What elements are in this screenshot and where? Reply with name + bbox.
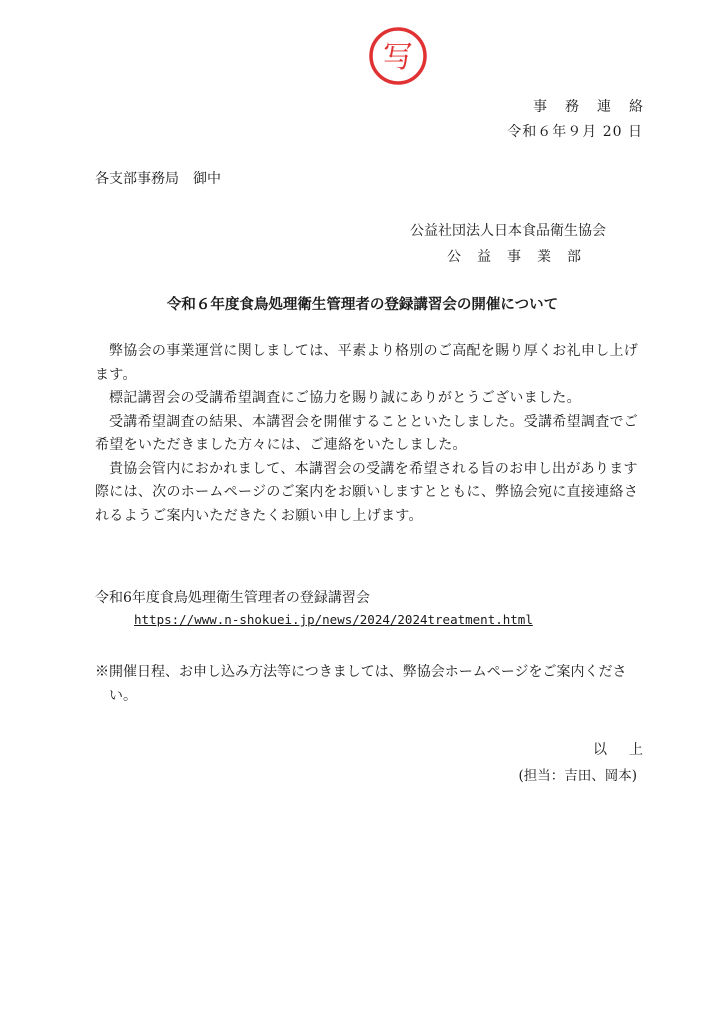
document-date: 令和６年９月 20 日 (507, 124, 643, 140)
sender-department: 公益事業部 (447, 249, 597, 265)
sender-organization: 公益社団法人日本食品衛生協会 (410, 223, 606, 239)
addressee: 各支部事務局 御中 (95, 171, 221, 187)
copy-stamp-icon (367, 25, 429, 87)
body-paragraph: 受講希望調査の結果、本講習会を開催することといたしました。受講希望調査でご希望をいただきました方々には、ご連絡をいたしました。 (95, 413, 639, 453)
document-title: 令和６年度食鳥処理衛生管理者の登録講習会の開催について (166, 296, 559, 313)
body-paragraph: 弊協会の事業運営に関しましては、平素より格別のご高配を賜り厚くお礼申し上げます。 (95, 343, 639, 383)
body-paragraph: 貴協会管内におかれまして、本講習会の受講を希望される旨のお申し出があります際には、次のホームページのご案内をお願いしますとともに、弊協会宛に直接連絡されるようご案内いただきたくお願い申し上げます。 (95, 460, 639, 524)
copy-stamp (367, 25, 429, 87)
note-text: ※開催日程、お申し込み方法等につきましては、弊協会ホームページをご案内ください。 (95, 664, 627, 704)
homepage-link[interactable]: https://www.n-shokuei.jp/news/2024/2024treatment.html (134, 612, 533, 627)
document-type: 事務連絡 (533, 99, 661, 115)
body-paragraph: 標記講習会の受講希望調査にご協力を賜り誠にありがとうございました。 (109, 390, 581, 406)
contact-persons: (担当：吉田、岡本) (518, 768, 637, 784)
body-text (95, 340, 640, 528)
stamp-glyph: 写 (383, 40, 413, 75)
closing-word: 以上 (593, 742, 665, 758)
link-title: 令和6年度食鳥処理衛生管理者の登録講習会 (95, 590, 370, 606)
